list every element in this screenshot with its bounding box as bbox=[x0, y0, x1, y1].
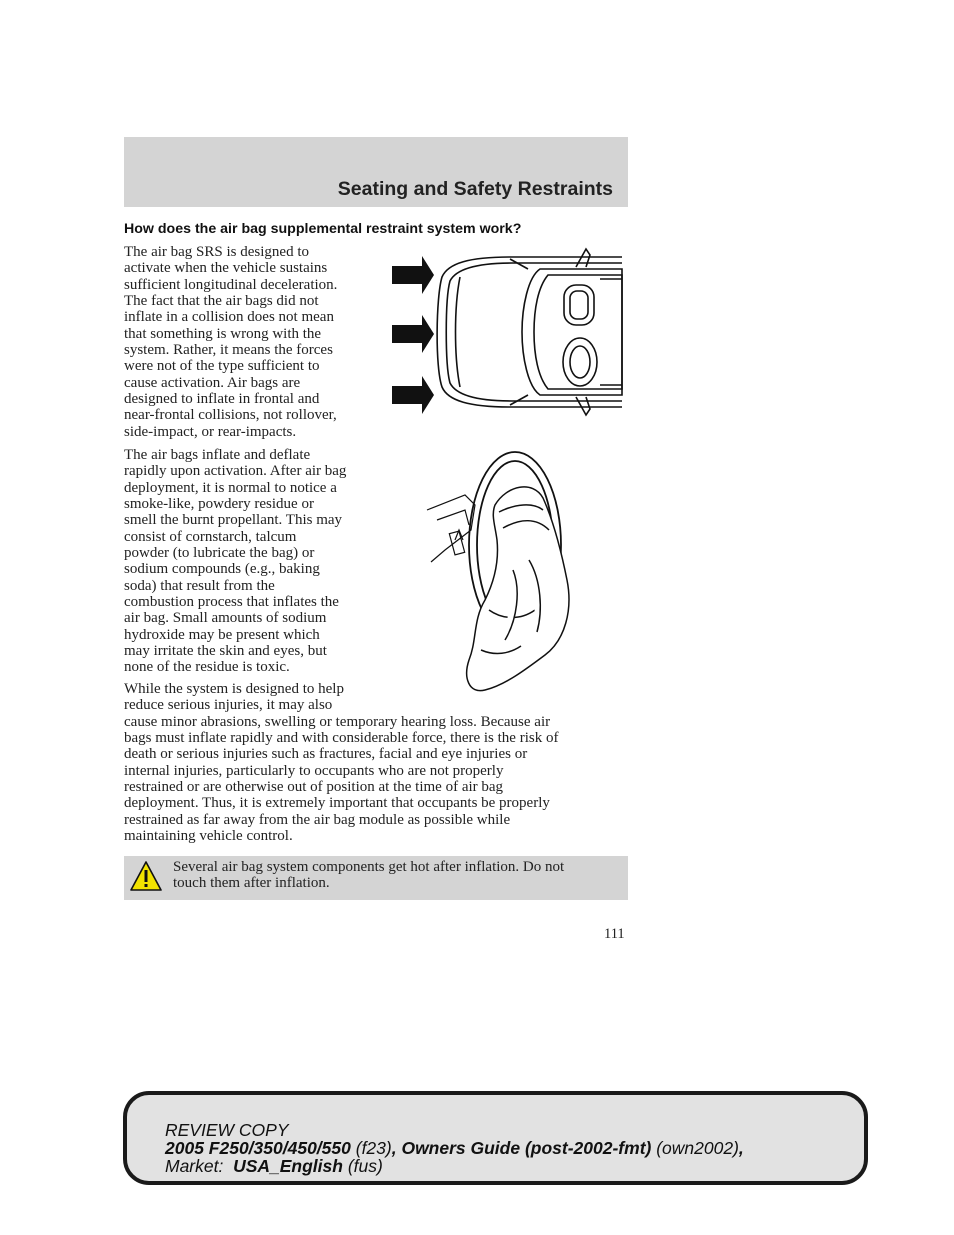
text-line: internal injuries, particularly to occupants who are not properly bbox=[124, 762, 504, 779]
review-copy-label: REVIEW COPY bbox=[165, 1120, 289, 1140]
text-line: restrained as far away from the air bag module as possible while bbox=[124, 811, 511, 828]
deployed-airbag-illustration bbox=[425, 450, 585, 695]
market-code: (fus) bbox=[342, 1156, 383, 1176]
text-line: The air bag SRS is designed to bbox=[124, 244, 309, 260]
paragraph-srs-activation bbox=[124, 244, 337, 440]
text-line: activate when the vehicle sustains bbox=[124, 260, 328, 277]
market-label: Market: bbox=[165, 1156, 234, 1176]
text-line: soda) that result from the bbox=[124, 577, 275, 594]
question-heading: How does the air bag supplemental restraint system work? bbox=[124, 221, 522, 237]
text-line: hydroxide may be present which bbox=[124, 626, 320, 643]
text-line: deployment. Thus, it is extremely important that occupants be properly bbox=[124, 795, 550, 812]
text-line: reduce serious injuries, it may also bbox=[124, 697, 333, 714]
text-line: Several air bag system components get hot after inflation. Do not bbox=[173, 859, 565, 875]
model-name: 2005 F250/350/450/550 bbox=[165, 1138, 351, 1158]
text-line: sodium compounds (e.g., baking bbox=[124, 561, 320, 578]
text-line: maintaining vehicle control. bbox=[124, 828, 293, 845]
text-line: smell the burnt propellant. This may bbox=[124, 512, 343, 529]
trailing-comma: , bbox=[738, 1138, 744, 1158]
section-header-band bbox=[124, 137, 628, 207]
text-line: may irritate the skin and eyes, but bbox=[124, 643, 327, 660]
text-line: The air bags inflate and deflate bbox=[124, 447, 311, 463]
text-line: The fact that the air bags did not bbox=[124, 293, 319, 310]
text-line: touch them after inflation. bbox=[173, 875, 330, 892]
text-line: air bag. Small amounts of sodium bbox=[124, 610, 327, 627]
market-line bbox=[165, 1157, 744, 1175]
model-line bbox=[165, 1139, 744, 1157]
text-line: combustion process that inflates the bbox=[124, 594, 339, 611]
guide-name: , Owners Guide (post-2002-fmt) bbox=[391, 1138, 652, 1158]
guide-code: (own2002) bbox=[651, 1138, 739, 1158]
text-line: consist of cornstarch, talcum bbox=[124, 528, 297, 545]
frontal-impact-car-illustration bbox=[390, 247, 624, 417]
page-number: 111 bbox=[604, 926, 625, 942]
text-line: bags must inflate rapidly and with considerable force, there is the risk of bbox=[124, 730, 559, 747]
text-line: side-impact, or rear-impacts. bbox=[124, 423, 297, 440]
text-line: near-frontal collisions, not rollover, bbox=[124, 407, 337, 424]
steering-column bbox=[427, 495, 475, 562]
text-line: rapidly upon activation. After air bag bbox=[124, 463, 347, 480]
text-line: sufficient longitudinal deceleration. bbox=[124, 276, 338, 293]
text-line: death or serious injuries such as fractures, facial and eye injuries or bbox=[124, 746, 528, 763]
impact-arrow-icon bbox=[392, 315, 434, 353]
paragraph-deployment-residue bbox=[124, 447, 346, 676]
text-line: that something is wrong with the bbox=[124, 325, 322, 342]
text-line: cause activation. Air bags are bbox=[124, 374, 301, 391]
warning-text bbox=[173, 859, 564, 892]
text-line: restrained or are otherwise out of position at the time of air bag bbox=[124, 779, 504, 796]
warning-callout bbox=[124, 856, 628, 900]
market-name: USA_English bbox=[233, 1156, 343, 1176]
text-line: inflate in a collision does not mean bbox=[124, 309, 334, 326]
text-line: cause minor abrasions, swelling or temporary hearing loss. Because air bbox=[124, 713, 551, 730]
text-line: smoke-like, powdery residue or bbox=[124, 496, 314, 513]
review-copy-footer bbox=[123, 1091, 868, 1185]
car-body bbox=[437, 249, 622, 415]
model-code: (f23) bbox=[350, 1138, 392, 1158]
text-line: designed to inflate in frontal and bbox=[124, 391, 320, 408]
text-line: were not of the type sufficient to bbox=[124, 358, 320, 375]
impact-arrow-icon bbox=[392, 376, 434, 414]
text-line: While the system is designed to help bbox=[124, 681, 344, 697]
warning-triangle-icon bbox=[130, 860, 162, 892]
section-title: Seating and Safety Restraints bbox=[337, 178, 613, 200]
text-line: deployment, it is normal to notice a bbox=[124, 479, 337, 496]
text-line: system. Rather, it means the forces bbox=[124, 342, 333, 359]
text-line: powder (to lubricate the bag) or bbox=[124, 545, 315, 562]
paragraph-injury-risk bbox=[124, 681, 558, 844]
impact-arrow-icon bbox=[392, 256, 434, 294]
text-line: none of the residue is toxic. bbox=[124, 659, 290, 676]
